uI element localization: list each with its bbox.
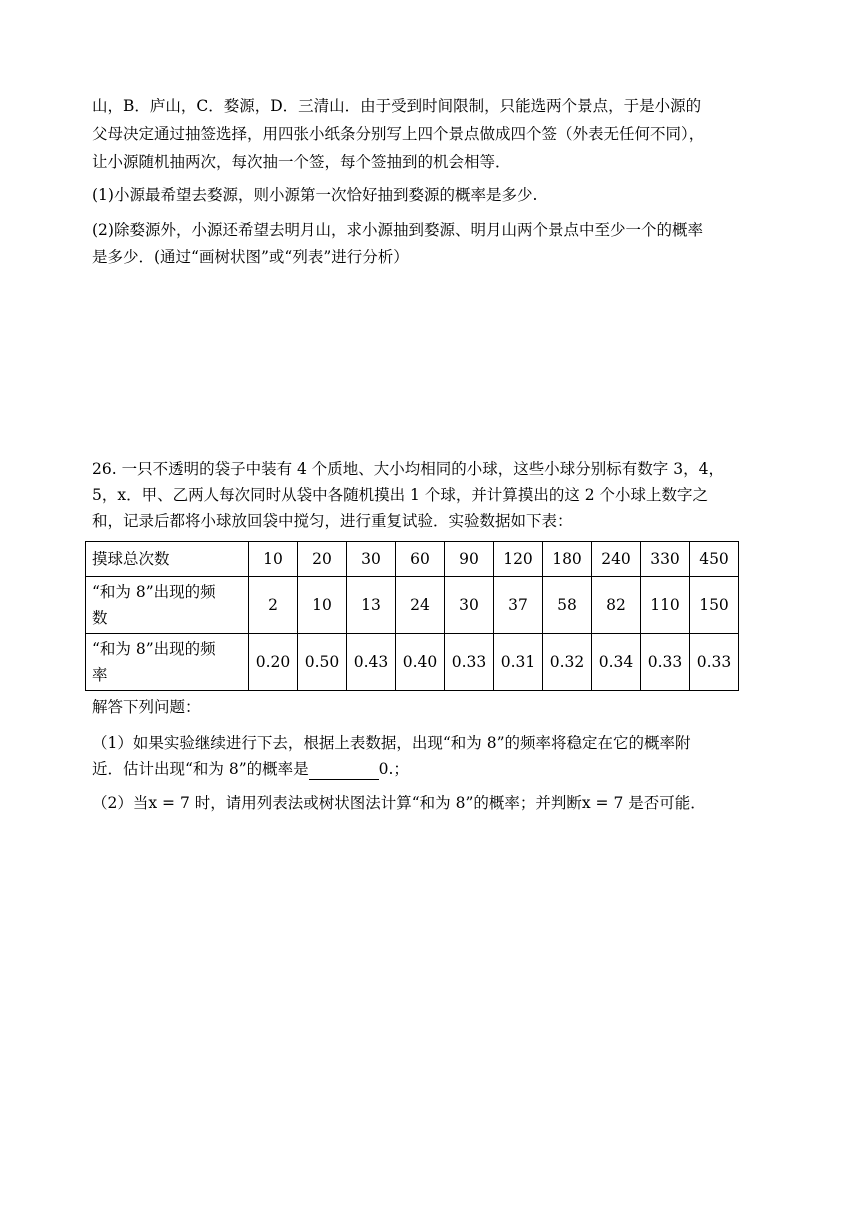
table-cell: 0.31 <box>494 634 543 691</box>
q1-line-2-tail: 0.； <box>378 760 409 778</box>
table-cell: 110 <box>641 577 690 634</box>
table-cell: 30 <box>347 542 396 577</box>
problem-26-q1-line-1: （1）如果实验继续进行下去，根据上表数据，出现“和为 8”的频率将稳定在它的概率附 <box>92 734 691 752</box>
text-line-1: 山，B．庐山，C．婺源，D．三清山．由于受到时间限制，只能选两个景点，于是小源的 <box>92 97 702 115</box>
table-cell: 24 <box>396 577 445 634</box>
table-cell: 90 <box>445 542 494 577</box>
table-cell: 150 <box>690 577 739 634</box>
row-label-counts-b: 数 <box>92 609 108 627</box>
table-cell: 0.33 <box>690 634 739 691</box>
table-cell: 13 <box>347 577 396 634</box>
row-label-counts <box>86 577 249 634</box>
table-cell: 0.40 <box>396 634 445 691</box>
question-2-line-2: 是多少．(通过“画树状图”或“列表”进行分析） <box>92 248 409 266</box>
table-cell: 0.32 <box>543 634 592 691</box>
row-label-counts-a: “和为 8”出现的频 <box>92 583 216 601</box>
table-cell: 37 <box>494 577 543 634</box>
problem-26-line-3: 和，记录后都将小球放回袋中搅匀，进行重复试验．实验数据如下表： <box>92 512 573 530</box>
table-cell: 82 <box>592 577 641 634</box>
question-2-line-1: (2)除婺源外，小源还希望去明月山，求小源抽到婺源、明月山两个景点中至少一个的概率 <box>92 221 703 239</box>
text-line-3: 让小源随机抽两次，每次抽一个签，每个签抽到的机会相等． <box>92 153 511 171</box>
q1-line-2-text: 近．估计出现“和为 8”的概率是 <box>92 760 309 778</box>
row-label-freqs-b: 率 <box>92 666 108 684</box>
table-cell: 0.33 <box>445 634 494 691</box>
table-row-freqs <box>86 634 739 691</box>
table-row-totals <box>86 542 739 577</box>
problem-26-q1-line-2 <box>92 758 409 780</box>
table-cell: 0.50 <box>298 634 347 691</box>
table-cell: 10 <box>249 542 298 577</box>
table-cell: 0.33 <box>641 634 690 691</box>
table-cell: 58 <box>543 577 592 634</box>
problem-26-line-2: 5，x．甲、乙两人每次同时从袋中各随机摸出 1 个球，并计算摸出的这 2 个小球上数字之 <box>92 486 709 504</box>
table-cell: 0.20 <box>249 634 298 691</box>
problem-26-line-1: 26. 一只不透明的袋子中装有 4 个质地、大小均相同的小球，这些小球分别标有数字 3，4， <box>92 460 724 478</box>
table-cell: 330 <box>641 542 690 577</box>
row-label-totals: 摸球总次数 <box>86 542 249 577</box>
row-label-freqs <box>86 634 249 691</box>
table-row-counts <box>86 577 739 634</box>
answer-blank <box>309 762 379 780</box>
table-cell: 450 <box>690 542 739 577</box>
problem-26-q2: （2）当x = 7 时，请用列表法或树状图法计算“和为 8”的概率；并判断x = 7 是否可能． <box>92 794 706 812</box>
experiment-table <box>85 541 739 691</box>
table-cell: 240 <box>592 542 641 577</box>
answer-intro: 解答下列问题： <box>92 698 201 716</box>
table-cell: 2 <box>249 577 298 634</box>
question-1: (1)小源最希望去婺源，则小源第一次恰好抽到婺源的概率是多少. <box>92 186 538 204</box>
table-cell: 120 <box>494 542 543 577</box>
table-cell: 60 <box>396 542 445 577</box>
table-cell: 0.43 <box>347 634 396 691</box>
table-cell: 20 <box>298 542 347 577</box>
table-cell: 30 <box>445 577 494 634</box>
table-cell: 0.34 <box>592 634 641 691</box>
table-cell: 180 <box>543 542 592 577</box>
row-label-freqs-a: “和为 8”出现的频 <box>92 640 216 658</box>
table-cell: 10 <box>298 577 347 634</box>
text-line-2: 父母决定通过抽签选择，用四张小纸条分别写上四个景点做成四个签（外表无任何不同）， <box>92 125 705 143</box>
